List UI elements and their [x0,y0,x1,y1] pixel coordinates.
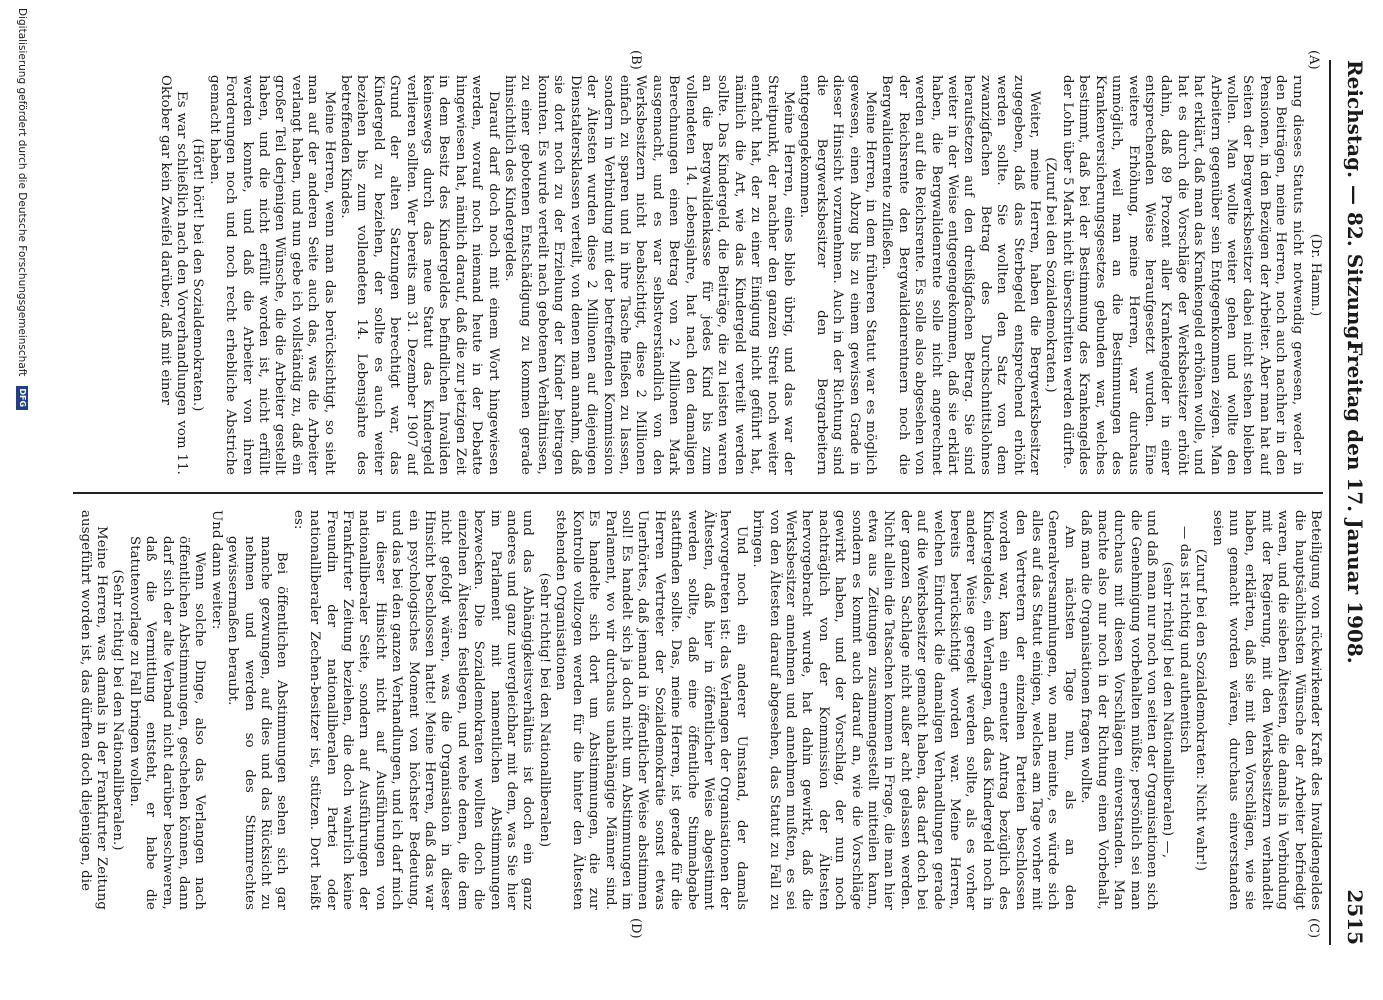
dfg-logo: DFG [16,386,28,410]
paragraph: und das Abhängigkeitsverhältnis ist doch ein ganz anderes und ganz unvergleichbar mit dem, was Sie hier im Parlament mit namentlichen Abstimmungen bezwecken. Die Sozialdemokraten wollten doch die einzelnen Ältesten festlegen, und wehe denen, die dem nicht gefolgt wären, was die Organisation in dieser Hinsicht beschlossen hatte! Meine Herren, daß das war ein psychologisches Moment von höchster Bedeutung, und das bei den ganzen Verhandlungen, und ich darf mich in dieser Hinsicht nicht auf Ausführungen von nationalliberaler Seite, sondern auf Ausführungen der Frankfurter Zeitung beziehen, die doch wahrlich keine Freundin der nationalliberalen Partei oder nationalliberaler Zechen-besitzer ist, stützen. Dort heißt es: [290,510,536,910]
interjection: (Sehr richtig! bei den Nationalliberalen.) [110,569,126,851]
interjection: (Zuruf bei den Sozialdemokraten.) [1043,157,1059,393]
paragraph: Weiter, meine Herren, haben die Bergwerksbesitzer zugegeben, daß das Sterbegeld entsprechend erhöht werden sollte. Sie wollten den Satz von dem zwanzigfachen Betrag des Durchschnittslohnes heraufsetzen auf den dreißigfachen Betrag. Sie sind weiter in der Weise entgegengekommen, daß sie erklärt haben, die Bergwalidenrente solle nicht angerechnet werden auf die Reichsrente. Es solle also abgesehen von der Reichsrente den Bergwalidenrentnern noch die Bergwalidenrente zufließen. [879,75,1043,475]
margin-mark-b: (B) [628,50,643,70]
page-header [1329,60,1371,945]
paragraph: Meine Herren, in dem früheren Statut war es möglich gewesen, einen Abzug bis zu einem gewissen Grade in dieser Hinsicht vorzunehmen. Auch in der Richtung sind die Bergwerksbesitzer den Bergarbeitern entgegengekommen. [797,75,879,475]
header-left: Reichstag. — 82. Sitzung. [1343,60,1367,347]
quotation: Wenn solche Dinge, also das Verlangen nach öffentlichen Abstimmungen, geschehen können, dann darf sich der alte Verband nicht darüber beschweren, daß die Vermittlung entsteht, er habe die Statutenvorlage zu Fall bringen wollen. [126,536,208,910]
quotation: Bei öffentlichen Abstimmungen sehen sich gar manche gezwungen, auf dies und das Rücksicht zu nehmen und werden so des Stimmrechtes gewissermaßen beraubt. [225,536,290,910]
paragraph: — das ist richtig und authentisch [1176,526,1192,754]
header-date: Freitag den 17. Januar 1908. [1343,341,1367,664]
paragraph: rung dieses Statuts nicht notwendig gewesen, weder in den Beiträgen, meine Herren, noch auch nachher in den Pensionen, in den Bezügen der Arbeiter. Aber man hat auf Seiten der Bergwerksbesitzer dabei nicht stehen bleiben wollen. Man wollte weiter gehen und wollte den Arbeitern gegenüber sein Entgegenkommen zeigen. Man hat erklärt, daß man das Krankengeld erhöhen wolle, und hat es durch die Vorschläge der Werksbesitzer erhöht dahin, daß 89 Prozent aller Krankengelder in einer entsprechenden Weise heraufgesetzt wurden. Eine weitere Erhöhung, meine Herren, war durchaus unmöglich, weil man an die Bestimmungen des Krankenversicherungsgesetzes gebunden war, welches bestimmt, daß bei der Bestimmung des Krankengeldes der Lohn über 5 Mark nicht überschritten werden dürfte. [1059,75,1305,475]
paragraph: Darauf darf doch noch mit einem Wort hingewiesen werden, worauf noch niemand heute in der Debatte hingewiesen hat, nämlich darauf, daß die zur jetzigen Zeit in dem Besitz des Kindergeldes befindlichen Invaliden keineswegs durch das neue Statut das Kindergeld verlieren sollten. Wer bereits am 31. Dezember 1907 auf Grund der alten Satzungen berechtigt war, das Kindergeld zu beziehen, der sollte es auch weiter beziehen bis zum vollendeten 14. Lebensjahre des betreffenden Kindes. [338,75,501,475]
paragraph: Meine Herren, wenn man das berücksichtigt, so sieht man auf der anderen Seite auch das, was die Arbeiter verlangt haben, und nun gebe ich vollständig zu, daß ein großer Teil derjenigen Wünsche, die die Arbeiter gestellt haben, und die nicht erfüllt worden ist, nicht erfüllt werden konnte, und daß die Arbeiter von ihren Forderungen noch und noch recht erhebliche Abstriche gemacht haben. [206,75,337,475]
credit-text: Digitalisierung gefördert durch die Deutsche Forschungsgemeinschaft [16,8,28,377]
paragraph: Meine Herren, was damals in der Frankfurter Zeitung ausgeführt worden ist, das dürften doch diejenigen, die [77,510,109,910]
margin-mark-d: (D) [628,918,643,939]
interjection: (sehr richtig! bei den Nationalliberalen) —, [1160,561,1176,859]
interjection: (Zuruf bei den Sozialdemokraten: Nicht wahr!) [1193,548,1209,872]
paragraph: Am nächsten Tage nun, als an den Generalversammlungen, wo man meinte, es würde sich alles auf das Statut einigen, welches am Tage vorher mit den Vertretern der einzelnen Parteien beschlossen worden war, kam ein erneuter Antrag bezüglich des Kindergeldes, ein Verlangen, daß das Kindergeld noch in anderer Weise geregelt werden sollte, als es vorher bereits berücksichtigt worden war. Meine Herren, welchen Eindruck die damaligen Verhandlungen gerade auf die Werksbesitzer gemacht haben, das darf doch bei der ganzen Sachlage nicht außer acht gelassen werden. Nicht allein die Tatsachen kommen in Frage, die man hier etwa aus Zeitungen zusammengestellt mitteilen kann, sondern es kommt auch darauf an, wie die Vorschläge gewirkt haben, und der Vorschlag, der nun noch nachträglich von der Kommission der Ältesten hervorgebracht wurde, hat dahin gewirkt, daß die Werksbesitzer annehmen und annehmen mußten, es sei von den Ältesten darauf abgesehen, das Statut zu Fall zu bringen. [750,510,1077,910]
interjection: (Hört! hört! bei den Sozialdemokraten.) [190,138,206,412]
digitization-credit [8,0,28,1000]
paragraph: Meine Herren, eines blieb übrig, und das war der Streitpunkt, der nachher den ganzen Streit noch weiter entfacht hat, der zu einer Einigung nicht geführt hat, nämlich die Art, wie das Kindergeld verteilt werden sollte. Das Kindergeld, die Beiträge, die zu leisten waren an die Bergwalidenkasse für jedes Kind bis zum vollendeten 14. Lebensjahre, hat nach den damaligen Berechnungen einen Betrag von 2 Millionen Mark ausgemacht, und es war selbstverständlich von den Werksbesitzern nicht beabsichtigt, diese 2 Millionen einfach zu sparen und in ihre Tasche fließen zu lassen, sondern in Verbindung mit der betreffenden Kommission der Ältesten wurden diese 2 Millionen auf diejenigen Dienstaltersklassen verteilt, von denen man annahm, daß sie dort noch zu der Erziehung der Kinder beitragen konnten. Es wurde verteilt nach gebotenen Verhältnissen, zu einer gebotenen Entschädigung zu kommen gerade hinsichtlich des Kindergeldes. [502,75,796,475]
right-text-column [73,510,1323,910]
paragraph: und daß man nur noch von seiten der Organisationen sich die Genehmigung vorbehalten müßte; persönlich sei man durchaus mit diesen Vorschlägen einverstanden. Man machte also nur noch in der Richtung einen Vorbehalt, daß man die Organisationen fragen wollte. [1078,510,1159,910]
interjection: (sehr richtig! bei den Nationalliberalen) [536,572,552,848]
speaker-label: (Dr. Hamm.) [1308,233,1323,317]
left-text-column [73,75,1323,475]
column-divider [73,492,1323,494]
page-number: 2515 [1343,889,1367,945]
paragraph: Beteiligung von rückwirkender Kraft des Invalidengeldes die hauptsächlichsten Wünsche der Arbeiter befriedigt waren, und die sieben Ältesten, die damals in Verbindung mit der Regierung, mit den Werksbesitzern verhandelt haben, erklärten, daß sie mit den Vorschlägen, wie sie nun gemacht worden wären, durchaus einverstanden seien [1209,510,1323,910]
margin-mark-a: (A) [1306,50,1321,70]
paragraph: Und dann weiter: [208,510,224,630]
paragraph: Es war schließlich nach den Vorverhandlungen vom 11. Oktober gar kein Zweifel darüber, daß mit einer [157,75,189,475]
paragraph: Und noch ein anderer Umstand, der damals hervorgetreten ist: das Verlangen der Organisationen der Ältesten, daß hier in öffentlicher Weise abgestimmt werden sollte, daß eine öffentliche Stimmabgabe stattfinden sollte. Das, meine Herren, ist gerade für die Herren Vertreter der Sozialdemokratie sonst etwas Unerhörtes, daß jemand in öffentlicher Weise abstimmen soll! Es handelt sich ja doch nicht um Abstimmungen im Parlament, wo wir durchaus unabhängige Männer sind. Es handelte sich dort um Abstimmungen, die zur Kontrolle vollzogen werden für die hinter den Ältesten stehenden Organisationen [553,510,749,910]
margin-mark-c: (C) [1306,918,1321,939]
